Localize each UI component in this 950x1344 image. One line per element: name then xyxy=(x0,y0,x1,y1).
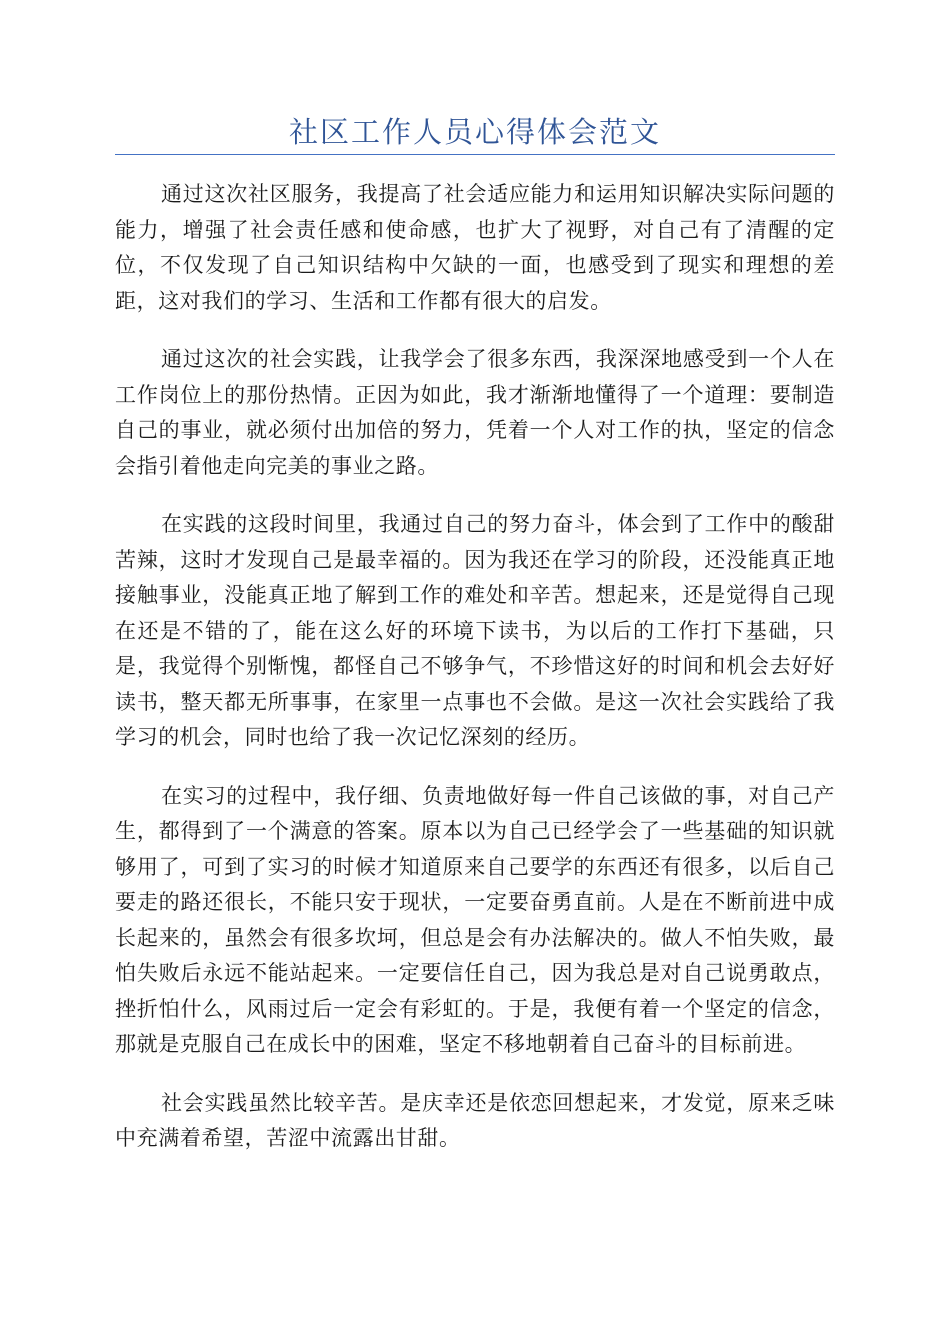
paragraph-4: 在实习的过程中，我仔细、负责地做好每一件自己该做的事，对自己产生，都得到了一个满意的答案。原本以为自己已经学会了一些基础的知识就够用了，可到了实习的时候才知道原来自己要学的东西还有很多，以后自己要走的路还很长，不能只安于现状，一定要奋勇直前。人是在不断前进中成长起来的，虽然会有很多坎坷，但总是会有办法解决的。做人不怕失败，最怕失败后永远不能站起来。一定要信任自己，因为我总是对自己说勇敢点，挫折怕什么，风雨过后一定会有彩虹的。于是，我便有着一个坚定的信念，那就是克服自己在成长中的困难，坚定不移地朝着自己奋斗的目标前进。 xyxy=(115,783,835,1056)
paragraph-3: 在实践的这段时间里，我通过自己的努力奋斗，体会到了工作中的酸甜苦辣，这时才发现自己是最幸福的。因为我还在学习的阶段，还没能真正地接触事业，没能真正地了解到工作的难处和辛苦。想起来，还是觉得自己现在还是不错的了，能在这么好的环境下读书，为以后的工作打下基础，只是，我觉得个别惭愧，都怪自己不够争气，不珍惜这好的时间和机会去好好读书，整天都无所事事，在家里一点事也不会做。是这一次社会实践给了我学习的机会，同时也给了我一次记忆深刻的经历。 xyxy=(115,512,835,749)
paragraph-5: 社会实践虽然比较辛苦。是庆幸还是依恋回想起来，才发觉，原来乏味中充满着希望，苦涩中流露出甘甜。 xyxy=(115,1090,835,1150)
paragraph-1: 通过这次社区服务，我提高了社会适应能力和运用知识解决实际问题的能力，增强了社会责任感和使命感，也扩大了视野，对自己有了清醒的定位，不仅发现了自己知识结构中欠缺的一面，也感受到了现实和理想的差距，这对我们的学习、生活和工作都有很大的启发。 xyxy=(115,182,835,313)
paragraph-2: 通过这次的社会实践，让我学会了很多东西，我深深地感受到一个人在工作岗位上的那份热情。正因为如此，我才渐渐地懂得了一个道理：要制造自己的事业，就必须付出加倍的努力，凭着一个人对工作的执，坚定的信念会指引着他走向完美的事业之路。 xyxy=(115,347,835,478)
document-title: 社区工作人员心得体会范文 xyxy=(288,115,661,149)
title-underline xyxy=(115,154,835,155)
document-body xyxy=(115,177,835,1180)
